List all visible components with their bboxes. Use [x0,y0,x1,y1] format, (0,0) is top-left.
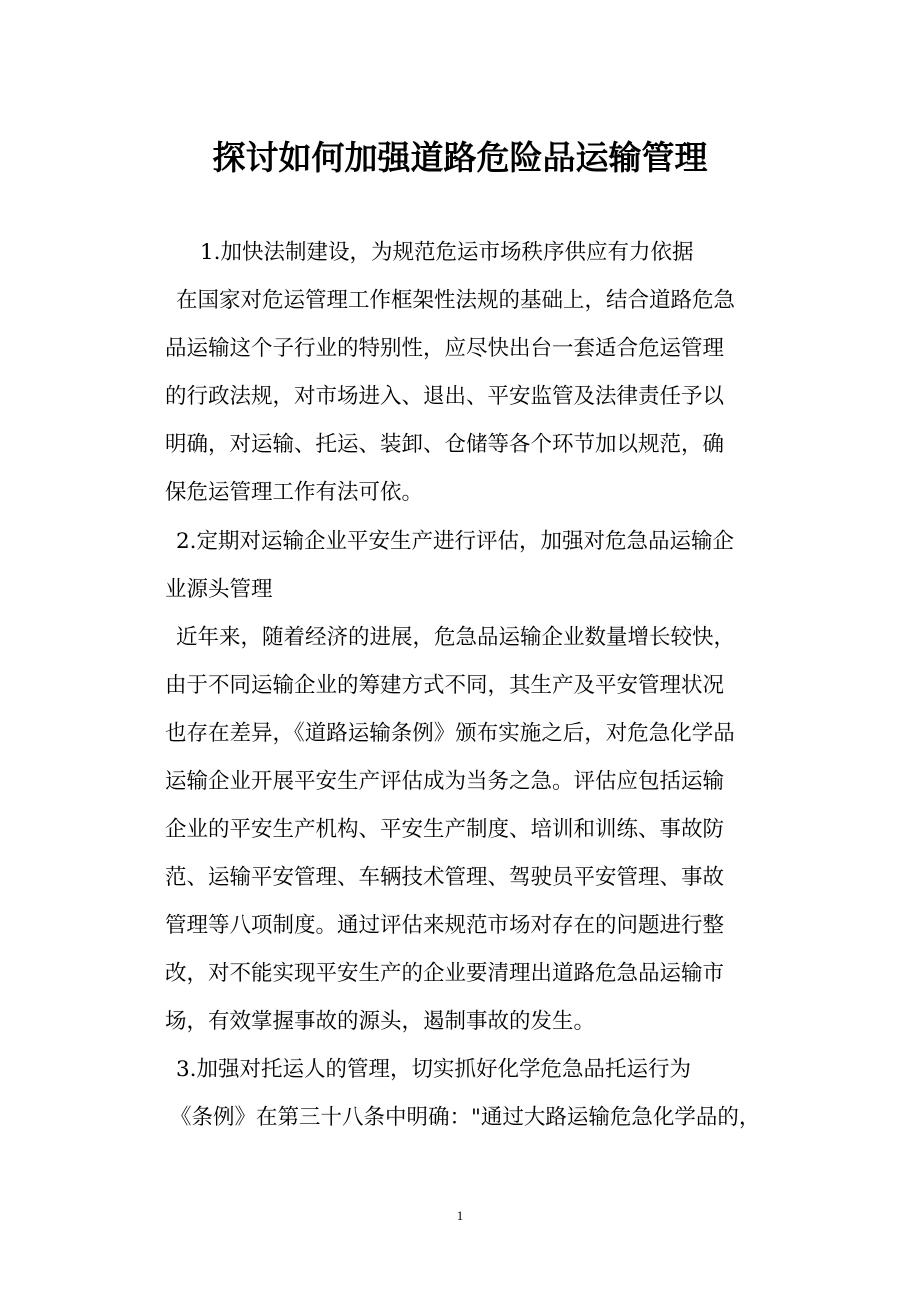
paragraph-line: 场，有效掌握事故的源头，遏制事故的发生。 [165,1009,596,1034]
paragraph-line: 范、运输平安管理、车辆技术管理、驾驶员平安管理、事故 [165,865,725,890]
paragraph-line: 近年来，随着经济的进展，危急品运输企业数量增长较快， [176,625,736,650]
paragraph-line: 《条例》在第三十八条中明确："通过大路运输危急化学品的， [170,1105,761,1130]
section-heading-1: 1.加快法制建设，为规范危运市场秩序供应有力依据 [200,240,694,265]
section-heading-2: 2.定期对运输企业平安生产进行评估，加强对危急品运输企 [176,529,735,554]
paragraph-line: 改，对不能实现平安生产的企业要清理出道路危急品运输市 [165,961,725,986]
paragraph-line: 运输企业开展平安生产评估成为当务之急。评估应包括运输 [165,769,725,794]
document-title: 探讨如何加强道路危险品运输管理 [212,138,708,177]
section-heading-3: 3.加强对托运人的管理，切实抓好化学危急品托运行为 [176,1057,692,1082]
paragraph-line: 明确，对运输、托运、装卸、仓储等各个环节加以规范，确 [165,432,725,457]
page-number: 1 [456,1208,464,1223]
section-heading-2-continued: 业源头管理 [165,577,273,602]
paragraph-line: 企业的平安生产机构、平安生产制度、培训和训练、事故防 [165,817,725,842]
paragraph-line: 也存在差异，《道路运输条例》颁布实施之后，对危急化学品 [165,721,735,746]
paragraph-line: 保危运管理工作有法可依。 [165,480,424,505]
paragraph-line: 品运输这个子行业的特别性，应尽快出台一套适合危运管理 [165,336,725,361]
paragraph-line: 由于不同运输企业的筹建方式不同，其生产及平安管理状况 [165,673,725,698]
paragraph-line: 在国家对危运管理工作框架性法规的基础上，结合道路危急 [176,288,736,313]
paragraph-line: 的行政法规，对市场进入、退出、平安监管及法律责任予以 [165,384,725,409]
paragraph-line: 管理等八项制度。通过评估来规范市场对存在的问题进行整 [165,913,725,938]
